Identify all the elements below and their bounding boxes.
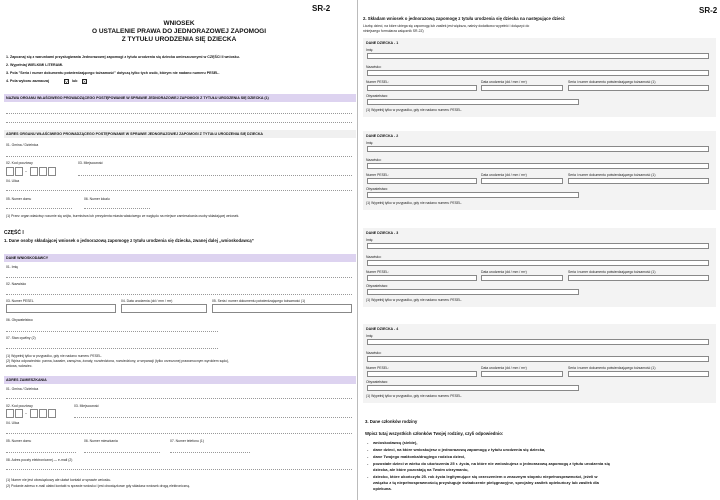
child-pesel-label: Numer PESEL: <box>366 173 389 177</box>
child-seria-label: Seria i numer dokumentu potwierdzającego tożsamość (1) <box>568 270 656 274</box>
address-dom-input[interactable] <box>6 452 76 453</box>
child-date-label: Data urodzenia (dd / mm / rrrr) <box>481 366 527 370</box>
child-pesel-label: Numer PESEL: <box>366 366 389 370</box>
child-1-panel <box>363 38 716 117</box>
child-note: (1) Wypełnij tylko w przypadku, gdy nie nadano numeru PESEL. <box>366 394 463 398</box>
organ-ulica-label: 04. Ulica <box>6 179 20 183</box>
address-miejsc-label: 03. Miejscowość <box>74 404 99 408</box>
child-date-label: Data urodzenia (dd / mm / rrrr) <box>481 270 527 274</box>
organ-name-line-1[interactable] <box>6 113 352 114</box>
organ-miejsc-label: 03. Miejscowość <box>78 161 103 165</box>
address-kod-label: 02. Kod pocztowy <box>6 404 33 408</box>
child-4-seria-input[interactable] <box>568 371 709 377</box>
organ-kod-cell[interactable] <box>15 167 23 176</box>
child-nazw-label: Nazwisko: <box>366 255 382 259</box>
child-imie-label: Imię: <box>366 238 374 242</box>
child-2-obyw-input[interactable] <box>367 192 579 198</box>
instruction-1: 1. Zapoznaj się z warunkami przysługiwania Jednorazowej zapomogi z tytułu urodzenia się dziecka umieszczonymi w CZĘŚCI II wniosku. <box>6 55 240 59</box>
child-pesel-label: Numer PESEL: <box>366 270 389 274</box>
organ-addr-header: ADRES ORGANU WŁAŚCIWEGO PROWADZĄCEGO POSTĘPOWANIE W SPRAWIE JEDNORAZOWEJ ZAPOMOGI Z TYTUŁU URODZENIA SIĘ DZIECKA <box>6 132 264 136</box>
child-4-panel <box>363 324 716 403</box>
child-nazw-label: Nazwisko: <box>366 351 382 355</box>
cross-sample-icon: X <box>83 79 86 84</box>
child-obyw-label: Obywatelstwo: <box>366 380 389 384</box>
bullet-5-cont: związku z tą niepełnosprawnością przysługuje świadczenie pielęgnacyjne, specjalny zasiłek opiekuńczy lub zasiłek dla <box>373 480 599 485</box>
child-1-pesel-input[interactable] <box>367 85 477 91</box>
child-pesel-label: Numer PESEL: <box>366 80 389 84</box>
bullet-4-cont: dziecka, ale które pozostają na Twoim utrzymaniu, <box>373 467 469 472</box>
instruction-2: 2. Wypełniaj WIELKIMI LITERAMI. <box>6 63 64 67</box>
or-text: lub <box>72 79 78 83</box>
applicant-nazw-label: 02. Nazwisko <box>6 282 27 286</box>
instruction-3: 3. Pola "Seria i numer dokumentu potwierdzającego tożsamość" dotyczą tylko tych osób, którym nie nadano numeru PESEL. <box>6 71 220 75</box>
child-4-nazw-input[interactable] <box>367 356 709 362</box>
child-4-obyw-input[interactable] <box>367 385 579 391</box>
applicant-header-bar <box>4 254 356 262</box>
child-nazw-label: Nazwisko: <box>366 65 382 69</box>
address-header: ADRES ZAMIESZKANIA <box>6 378 47 382</box>
part1-title: CZĘŚĆ I <box>4 230 24 236</box>
address-email-label: 08. Adres poczty elektronicznej — e-mail (2) <box>6 458 73 462</box>
child-note: (1) Wypełnij tylko w przypadku, gdy nie nadano numeru PESEL. <box>366 108 463 112</box>
child-obyw-label: Obywatelstwo: <box>366 284 389 288</box>
child-imie-label: Imię: <box>366 141 374 145</box>
applicant-date-input[interactable] <box>121 304 207 313</box>
form-code-right: SR-2 <box>699 6 718 15</box>
child-4-header: DANE DZIECKA - 4 <box>366 327 399 331</box>
applicant-imie-label: 01. Imię <box>6 265 19 269</box>
child-1-header: DANE DZIECKA - 1 <box>366 41 399 45</box>
organ-name-header: NAZWA ORGANU WŁAŚCIWEGO PROWADZĄCEGO POSTĘPOWANIE W SPRAWIE JEDNORAZOWEJ ZAPOMOGI Z TYTUŁU URODZENIA SIĘ DZIECKA (1) <box>6 96 269 100</box>
form-title-line-3: Z TYTUŁU URODZENIA SIĘ DZIECKA <box>121 36 237 43</box>
form-title-line-2: O USTALENIE PRAWA DO JEDNORAZOWEJ ZAPOMOGI <box>91 28 267 35</box>
child-3-nazw-input[interactable] <box>367 260 709 266</box>
address-miejsc-input[interactable] <box>74 417 352 418</box>
address-tel-input[interactable] <box>170 452 250 453</box>
child-2-imie-input[interactable] <box>367 146 709 152</box>
bullet-3: dane Twojego małżonka/drugiego rodzica dzieci, <box>373 454 466 459</box>
address-header-bar <box>4 376 356 384</box>
address-mieszk-label: 06. Numer mieszkania <box>84 439 118 443</box>
child-obyw-label: Obywatelstwo: <box>366 187 389 191</box>
address-kod-cell[interactable] <box>15 409 23 418</box>
child-1-date-input[interactable] <box>481 85 563 91</box>
child-3-pesel-input[interactable] <box>367 275 477 281</box>
child-seria-label: Seria i numer dokumentu potwierdzającego tożsamość (1) <box>568 173 656 177</box>
child-2-panel <box>363 131 716 210</box>
address-dom-label: 05. Numer domu <box>6 439 32 443</box>
form-page-2: SR-2 2. Składam wniosek o jednorazową zapomogę z tytułu urodzenia się dziecka na następujące dzieci: Liczbę dzieci, na które ubiega się zapomogę lub zasiłek jest większa, należy dodatkowo wypełnić i dołączyć do niniejszego formularza załącznik SR-2Z) DANE DZIECKA - 1 Imię: Nazwisko: Numer PESEL: Data urodzenia (dd / mm / rrrr) Seria i numer dokumentu potwierdzającego tożsamość (1) Obywatelstwo: (1) Wypełnij tylko w przypadku, gdy nie nadano numeru PESEL. DANE DZIECKA - 2 Imię: Nazwisko: Numer PESEL: Data urodzenia (dd / mm / rrrr) Seria i numer dokumentu potwierdzającego tożsamość (1) Obywatelstwo: (1) Wypełnij tylko w przypadku, gdy nie nadano numeru PESEL. DANE DZIECKA - 3 Imię: Nazwisko: Numer PESEL: Data urodzenia (dd / mm / rrrr) Seria i numer dokumentu potwierdzającego tożsamość (1) Obywatelstwo: (1) Wypełnij tylko w przypadku, gdy nie nadano numeru PESEL. DANE DZIECKA - 4 Imię: Nazwisko: Numer PESEL: Data urodzenia (dd / mm / rrrr) Seria i numer dokumentu potwierdzającego tożsamość (1) Obywatelstwo: (1) Wypełnij tylko w przypadku, gdy nie nadano numeru PESEL. 3. Dane członków rodziny Wpisz tutaj wszystkich członków Twojej rodziny, czyli odpowiednio: - wnioskodawcę (siebie), - dane dzieci, na które wnioskujesz o jednorazową zapomogę z tytułu urodzenia się dziecka, - dane Twojego małżonka/drugiego rodzica dzieci, - pozostałe dzieci w wieku do ukończenia 25 r. życia, na które nie wnioskujesz o jednorazową zapomogę z tytułu urodzenia się dziecka, ale które pozostają na Twoim utrzymaniu, - dziecko, które ukończyło 25. rok życia legitymujące się orzeczeniem o znacznym stopniu niepełnosprawności, jeżeli w związku z tą niepełnosprawnością przysługuje świadczenie pielęgnacyjne, specjalny zasiłek opiekuńczy lub zasiłek dla opiekuna. <box>359 0 720 500</box>
child-note: (1) Wypełnij tylko w przypadku, gdy nie nadano numeru PESEL. <box>366 298 463 302</box>
organ-kod-cell[interactable] <box>30 167 38 176</box>
applicant-obyw-input[interactable] <box>6 331 218 332</box>
address-gmina-label: 01. Gmina / Dzielnica <box>6 387 39 391</box>
applicant-date-label: 04. Data urodzenia (dd / mm / rrrr) <box>121 299 173 303</box>
applicant-obyw-label: 06. Obywatelstwo <box>6 318 33 322</box>
organ-ulica-input[interactable] <box>6 190 352 191</box>
bullet-5: dziecko, które ukończyło 25. rok życia legitymujące się orzeczeniem o znacznym stopniu niepełnosprawności, jeżeli w <box>373 474 598 479</box>
address-ulica-input[interactable] <box>6 433 352 434</box>
organ-kod-cell[interactable] <box>6 167 14 176</box>
bullet-5-end: opiekuna. <box>373 486 392 491</box>
check-sample-icon: V <box>65 79 68 84</box>
child-3-header: DANE DZIECKA - 3 <box>366 231 399 235</box>
applicant-imie-input[interactable] <box>6 277 352 278</box>
address-gmina-input[interactable] <box>6 398 352 399</box>
applicant-stan-input[interactable] <box>6 348 218 349</box>
address-note-1: (1) Numer nie jest obowiązkowy ale ułatwi kontakt w sprawie wniosku. <box>6 478 112 482</box>
organ-kod-label: 02. Kod pocztowy <box>6 161 33 165</box>
organ-kod-cell[interactable] <box>39 167 47 176</box>
applicant-note-3: wdowa, wdowiec. <box>6 364 33 368</box>
address-email-input[interactable] <box>6 469 352 470</box>
child-2-nazw-input[interactable] <box>367 163 709 169</box>
child-3-panel <box>363 228 716 307</box>
child-nazw-label: Nazwisko: <box>366 158 382 162</box>
section2-note-2: niniejszego formularza załącznik SR-2Z) <box>363 29 424 33</box>
applicant-stan-label: 07. Stan cywilny (2) <box>6 336 36 340</box>
applicant-seria-input[interactable] <box>212 304 352 313</box>
section2-note-1: Liczbę dzieci, na które ubiega się zapomogę lub zasiłek jest większa, należy dodatkowo wypełnić i dołączyć do <box>363 24 530 28</box>
child-3-seria-input[interactable] <box>568 275 709 281</box>
address-ulica-label: 04. Ulica <box>6 421 20 425</box>
address-note-2: (2) Podanie adresu e-mail ułatwi kontakt w sprawie wniosku i jest obowiązkowe gdy składasz wniosek drogą elektroniczną. <box>6 484 191 488</box>
instruction-4: 4. Pola wyboru zaznaczaj <box>6 79 49 83</box>
applicant-seria-label: 05. Seria i numer dokumentu potwierdzającego tożsamość (1) <box>212 299 306 303</box>
organ-kod-cell[interactable] <box>48 167 56 176</box>
child-2-seria-input[interactable] <box>568 178 709 184</box>
child-imie-label: Imię: <box>366 48 374 52</box>
child-seria-label: Seria i numer dokumentu potwierdzającego tożsamość (1) <box>568 366 656 370</box>
child-3-imie-input[interactable] <box>367 243 709 249</box>
child-imie-label: Imię: <box>366 334 374 338</box>
applicant-nazw-input[interactable] <box>6 294 352 295</box>
address-kod-cell[interactable] <box>30 409 38 418</box>
bullet-1: wnioskodawcę (siebie), <box>373 440 418 445</box>
child-4-pesel-input[interactable] <box>367 371 477 377</box>
address-tel-label: 07. Numer telefonu (1) <box>170 439 204 443</box>
child-3-obyw-input[interactable] <box>367 289 579 295</box>
section2-title: 2. Składam wniosek o jednorazową zapomogę z tytułu urodzenia się dziecka na następujące dzieci: <box>363 16 566 21</box>
applicant-pesel-label: 03. Numer PESEL <box>6 299 34 303</box>
organ-note: (1) Przez organ właściwy rozumie się wójta, burmistrza lub prezydenta miasta właściwego ze względu na miejsce zamieszkania osoby składającej wniosek. <box>6 214 240 218</box>
organ-dom-label: 05. Numer domu <box>6 197 32 201</box>
child-1-seria-input[interactable] <box>568 85 709 91</box>
child-2-header: DANE DZIECKA - 2 <box>366 134 399 138</box>
child-1-obyw-input[interactable] <box>367 99 579 105</box>
address-mieszk-input[interactable] <box>84 452 160 453</box>
applicant-pesel-input[interactable] <box>6 304 116 313</box>
address-kod-cell[interactable] <box>48 409 56 418</box>
section3-intro: Wpisz tutaj wszystkich członków Twojej rodziny, czyli odpowiednio: <box>365 431 504 436</box>
child-2-pesel-input[interactable] <box>367 178 477 184</box>
address-kod-cell[interactable] <box>6 409 14 418</box>
child-date-label: Data urodzenia (dd / mm / rrrr) <box>481 80 527 84</box>
child-seria-label: Seria i numer dokumentu potwierdzającego tożsamość (1) <box>568 80 656 84</box>
child-4-imie-input[interactable] <box>367 339 709 345</box>
address-kod-cell[interactable] <box>39 409 47 418</box>
section3-title: 3. Dane członków rodziny <box>365 419 418 424</box>
child-1-imie-input[interactable] <box>367 53 709 59</box>
organ-miejsc-input[interactable] <box>78 175 352 176</box>
bullet-4: pozostałe dzieci w wieku do ukończenia 25 r. życia, na które nie wnioskujesz o jednorazową zapomogę z tytułu urodzenia się <box>373 461 610 466</box>
organ-gmina-input[interactable] <box>6 156 352 157</box>
applicant-note-2: (2) Wpisz odpowiednio: panna, kawaler, zamężna, żonaty, rozwiedziona, rozwiedziony, w separacji (tylko orzeczonej prawomocnym wyrokiem sądu), <box>6 359 229 363</box>
organ-lokal-input[interactable] <box>84 208 150 209</box>
organ-lokal-label: 06. Numer lokalu <box>84 197 110 201</box>
child-obyw-label: Obywatelstwo: <box>366 94 389 98</box>
applicant-header: DANE WNIOSKODAWCY <box>6 256 49 260</box>
child-date-label: Data urodzenia (dd / mm / rrrr) <box>481 173 527 177</box>
child-3-date-input[interactable] <box>481 275 563 281</box>
child-4-date-input[interactable] <box>481 371 563 377</box>
organ-dom-input[interactable] <box>6 208 72 209</box>
bullet-2: dane dzieci, na które wnioskujesz o jednorazową zapomogę z tytułu urodzenia się dziecka, <box>373 447 546 452</box>
child-note: (1) Wypełnij tylko w przypadku, gdy nie nadano numeru PESEL. <box>366 201 463 205</box>
form-code: SR-2 <box>312 4 331 13</box>
child-2-date-input[interactable] <box>481 178 563 184</box>
organ-name-line-2[interactable] <box>6 122 352 123</box>
form-title-line-1: WNIOSEK <box>163 20 195 27</box>
organ-gmina-label: 01. Gmina / Dzielnica <box>6 143 39 147</box>
applicant-note-1: (1) Wypełnij tylko w przypadku, gdy nie nadano numeru PESEL. <box>6 354 103 358</box>
form-page-1: SR-2 WNIOSEK O USTALENIE PRAWA DO JEDNORAZOWEJ ZAPOMOGI Z TYTUŁU URODZENIA SIĘ DZIECKA 1. Zapoznaj się z warunkami przysługiwania Jednorazowej zapomogi z tytułu urodzenia się dziecka umieszczonymi w CZĘŚCI II wniosku. 2. Wypełniaj WIELKIMI LITERAMI. 3. Pola "Seria i numer dokumentu potwierdzającego tożsamość" dotyczą tylko tych osób, którym nie nadano numeru PESEL. 4. Pola wyboru zaznaczaj V lub X NAZWA ORGANU WŁAŚCIWEGO PROWADZĄCEGO POSTĘPOWANIE W SPRAWIE JEDNORAZOWEJ ZAPOMOGI Z TYTUŁU URODZENIA SIĘ DZIECKA (1) ADRES ORGANU WŁAŚCIWEGO PROWADZĄCEGO POSTĘPOWANIE W SPRAWIE JEDNORAZOWEJ ZAPOMOGI Z TYTUŁU URODZENIA SIĘ DZIECKA 01. Gmina / Dzielnica 02. Kod pocztowy – 03. Miejscowość 04. Ulica 05. Numer domu 06. Numer lokalu (1) Przez organ właściwy rozumie się wójta, burmistrza lub prezydenta miasta właściwego ze względu na miejsce zamieszkania osoby składającej wniosek. CZĘŚĆ I 1. Dane osoby składającej wniosek o jednorazową zapomogę z tytułu urodzenia się dziecka, zwanej dalej „wnioskodawcą” DANE WNIOSKODAWCY 01. Imię 02. Nazwisko 03. Numer PESEL 04. Data urodzenia (dd / mm / rrrr) 05. Seria i numer dokumentu potwierdzającego tożsamość (1) 06. Obywatelstwo 07. Stan cywilny (2) (1) Wypełnij tylko w przypadku, gdy nie nadano numeru PESEL. (2) Wpisz odpowiednio: panna, kawaler, zamężna, żonaty, rozwiedziona, rozwiedziony, w separacji (tylko orzeczonej prawomocnym wyrokiem sądu), wdowa, wdowiec. ADRES ZAMIESZKANIA 01. Gmina / Dzielnica 02. Kod pocztowy – 03. Miejscowość 04. Ulica 05. Numer domu 06. Numer mieszkania 07. Numer telefonu (1) 08. Adres poczty elektronicznej — e-mail (2) (1) Numer nie jest obowiązkowy ale ułatwi kontakt w sprawie wniosku. (2) Podanie adresu e-mail ułatwi kontakt w sprawie wniosku i jest obowiązkowe gdy składasz wniosek drogą elektroniczną. <box>0 0 358 500</box>
part1-subtitle: 1. Dane osoby składającej wniosek o jednorazową zapomogę z tytułu urodzenia się dziecka, zwanej dalej „wnioskodawcą” <box>4 238 254 243</box>
child-1-nazw-input[interactable] <box>367 70 709 76</box>
